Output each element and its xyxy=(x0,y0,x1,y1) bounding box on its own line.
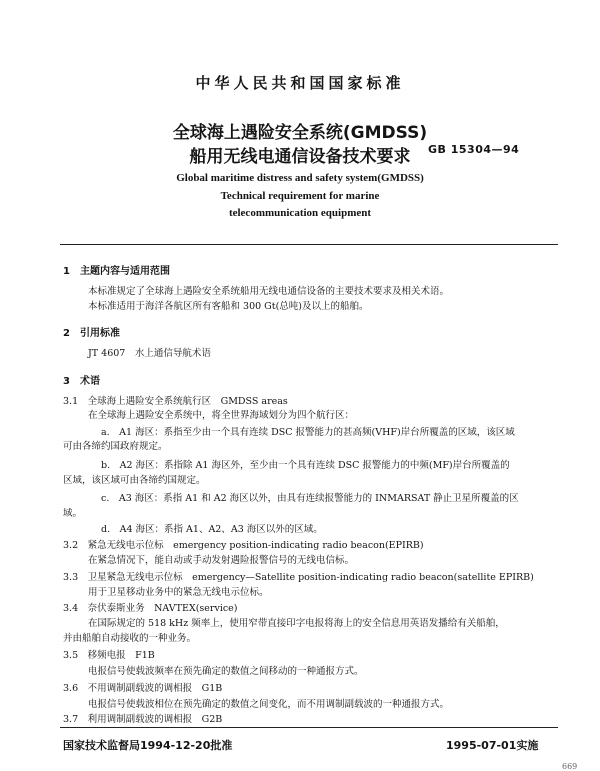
implementation-date: 1995-07-01实施 xyxy=(446,739,539,752)
paragraph-cont: 并由船舶自动接收的一种业务。 xyxy=(63,633,197,644)
term-3-4: 3.4 奈伏泰斯业务 NAVTEX(service) xyxy=(63,603,238,614)
paragraph: 在紧急情况下，能自动或手动发射遇险报警信号的无线电信标。 xyxy=(88,555,355,566)
standard-number: GB 15304—94 xyxy=(428,143,520,156)
page-number: 669 xyxy=(562,762,578,771)
document-title-line-2: 船用无线电通信设备技术要求 xyxy=(189,147,411,167)
paragraph: 电报信号使载波相位在预先确定的数值之间变化，而不用调制副载波的一种通报方式。 xyxy=(88,699,450,710)
paragraph: 在国际规定的 518 kHz 频率上，使用窄带直接印字电报将海上的安全信息用英语发播给有关船舶， xyxy=(88,618,505,629)
section-1-heading: 1 主题内容与适用范围 xyxy=(63,266,170,277)
section-2-heading: 2 引用标准 xyxy=(63,328,120,339)
english-title-line-2: Technical requirement for marine xyxy=(220,190,380,202)
reference-entry: JT 4607 水上通信导航术语 xyxy=(88,348,211,359)
term-3-6: 3.6 不用调制副载波的调相报 G1B xyxy=(63,683,223,694)
list-item-a-cont: 可由各缔约国政府规定。 xyxy=(63,441,168,452)
paragraph: 本标准适用于海洋各航区所有客船和 300 Gt(总吨)及以上的船舶。 xyxy=(88,301,369,312)
term-3-1: 3.1 全球海上遇险安全系统航行区 GMDSS areas xyxy=(63,396,288,407)
paragraph: 用于卫星移动业务中的紧急无线电示位标。 xyxy=(88,587,269,598)
term-3-3: 3.3 卫星紧急无线电示位标 emergency—Satellite position-indicating radio beacon(satellite EPIRB) xyxy=(63,572,534,583)
list-item-b-cont: 区域，该区域可由各缔约国规定。 xyxy=(63,475,206,486)
list-item-c-cont: 域。 xyxy=(63,508,83,519)
list-item-b: b. A2 海区：系指除 A1 海区外，至少由一个具有连续 DSC 报警能力的中频(MF)岸台所覆盖的 xyxy=(101,460,510,471)
list-item-d: d. A4 海区：系指 A1、A2、A3 海区以外的区域。 xyxy=(101,524,323,535)
footer-divider xyxy=(60,727,558,728)
list-item-a: a. A1 海区：系指至少由一个具有连续 DSC 报警能力的甚高频(VHF)岸台所覆盖的区域，该区域 xyxy=(101,427,515,438)
paragraph: 电报信号使载波频率在预先确定的数值之间移动的一种通报方式。 xyxy=(88,666,364,677)
approval-date: 国家技术监督局1994-12-20批准 xyxy=(63,739,233,752)
list-item-c: c. A3 海区：系指 A1 和 A2 海区以外，由具有连续报警能力的 INMARSAT 静止卫星所覆盖的区 xyxy=(101,493,519,504)
header-divider xyxy=(60,244,558,245)
term-3-2: 3.2 紧急无线电示位标 emergency position-indicating radio beacon(EPIRB) xyxy=(63,540,424,551)
paragraph: 在全球海上遇险安全系统中，将全世界海域划分为四个航行区： xyxy=(88,410,355,421)
term-3-5: 3.5 移频电报 F1B xyxy=(63,650,155,661)
issuer-title: 中华人民共和国国家标准 xyxy=(195,74,405,92)
english-title-line-3: telecommunication equipment xyxy=(228,207,372,219)
paragraph: 本标准规定了全球海上遇险安全系统船用无线电通信设备的主要技术要求及相关术语。 xyxy=(88,286,450,297)
term-3-7: 3.7 利用调制副载波的调相报 G2B xyxy=(63,714,223,725)
section-3-heading: 3 术语 xyxy=(63,376,100,387)
english-title-line-1: Global maritime distress and safety system(GMDSS) xyxy=(176,172,424,184)
document-title-line-1: 全球海上遇险安全系统(GMDSS) xyxy=(172,123,428,143)
